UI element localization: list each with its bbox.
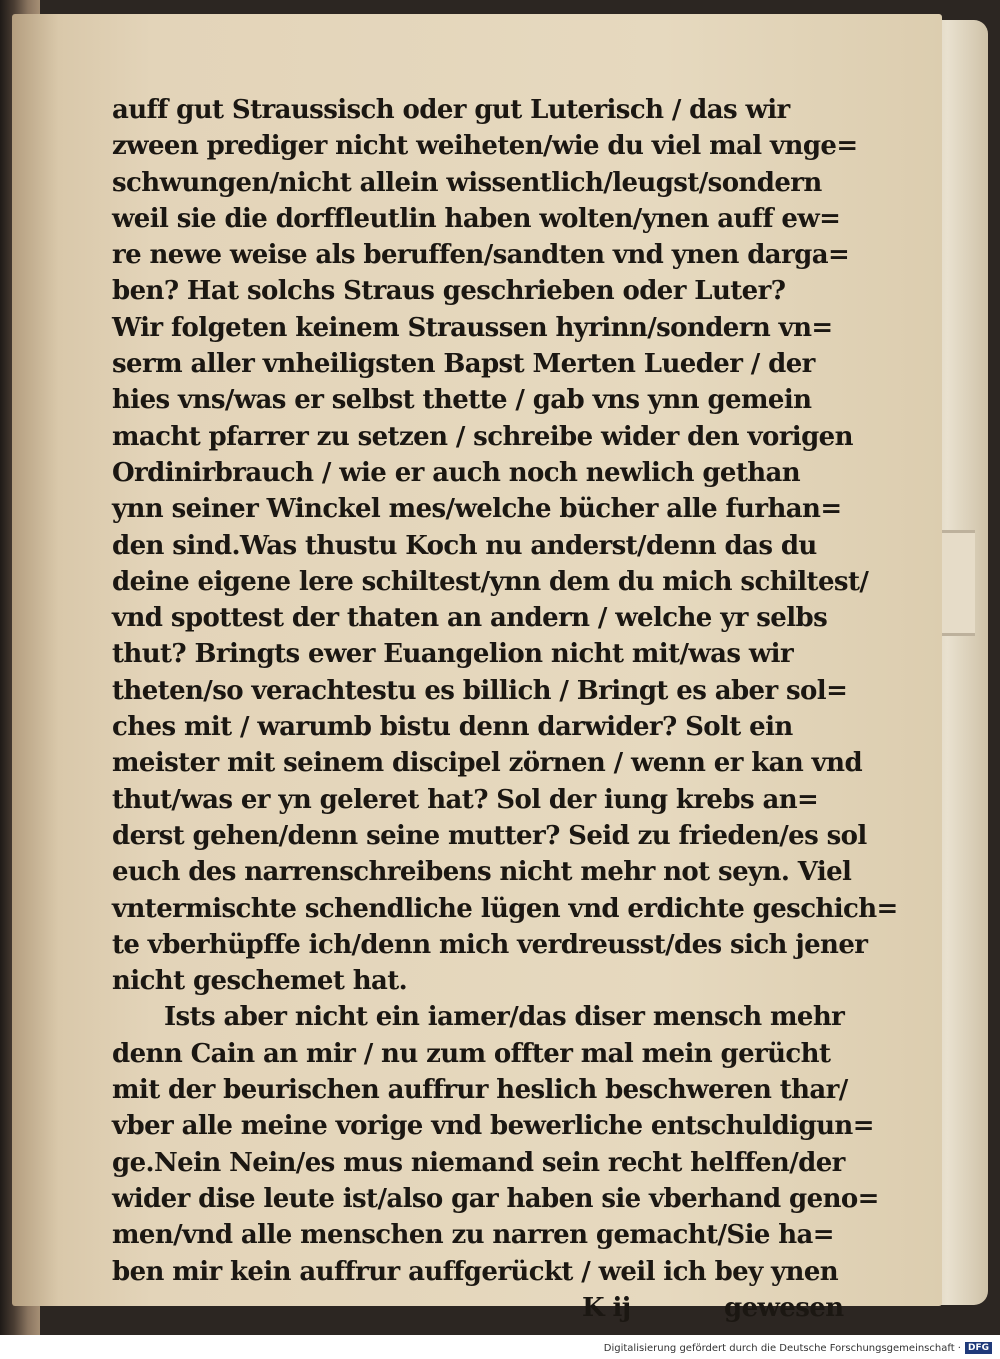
text-line: auff gut Straussisch oder gut Luterisch / das wir — [112, 95, 790, 125]
credit-text: Digitalisierung gefördert durch die Deutsche Forschungsgemeinschaft · — [603, 1342, 961, 1354]
page-footer-row — [112, 1290, 844, 1330]
paragraph-2 — [112, 999, 879, 1289]
text-line: thut? Bringts ewer Euangelion nicht mit/was wir — [112, 639, 794, 670]
signature-mark: K ij — [582, 1292, 631, 1323]
text-line: denn Cain an mir / nu zum offter mal mein gerücht — [112, 1038, 831, 1069]
text-line: nicht geschemet hat. — [112, 966, 408, 997]
text-line: euch des narrenschreibens nicht mehr not seyn. Viel — [112, 857, 852, 888]
text-line: te vberhüpffe ich/denn mich verdreusst/des sich jener — [112, 929, 868, 960]
text-line: Ists aber nicht ein iamer/das diser mensch mehr — [164, 1002, 845, 1033]
text-line: thut/was er yn geleret hat? Sol der iung krebs an= — [112, 784, 819, 815]
text-line: macht pfarrer zu setzen / schreibe wider den vorigen — [112, 421, 853, 452]
text-line: meister mit seinem discipel zörnen / wenn er kan vnd — [112, 748, 863, 779]
text-line: serm aller vnheiligsten Bapst Merten Lueder / der — [112, 349, 815, 380]
text-line: Wir folgeten keinem Straussen hyrinn/sondern vn= — [112, 312, 833, 343]
text-line: theten/so verachtestu es billich / Bringt es aber sol= — [112, 675, 848, 706]
text-line: schwungen/nicht allein wissentlich/leugst/sondern — [112, 167, 822, 198]
text-line: weil sie die dorffleutlin haben wolten/ynen auff ew= — [112, 203, 841, 234]
digitization-credit — [604, 1342, 992, 1354]
text-line: ben? Hat solchs Straus geschrieben oder Luter? — [112, 276, 786, 307]
text-line: wider dise leute ist/also gar haben sie vberhand geno= — [112, 1183, 879, 1214]
dfg-logo: DFG — [965, 1342, 992, 1354]
text-line: re newe weise als beruffen/sandten vnd ynen darga= — [112, 240, 850, 271]
text-line: den sind.Was thustu Koch nu anderst/denn das du — [112, 530, 817, 561]
text-line: vber alle meine vorige vnd bewerliche entschuldigun= — [112, 1111, 874, 1142]
catchword: gewesen — [724, 1292, 844, 1323]
text-line: ben mir kein auffrur auffgerückt / weil ich bey ynen — [112, 1256, 839, 1287]
text-line: zween prediger nicht weiheten/wie du viel mal vnge= — [112, 131, 858, 162]
text-line: mit der beurischen auffrur heslich beschweren thar/ — [112, 1075, 848, 1106]
text-line: vntermischte schendliche lügen vnd erdichte geschich= — [112, 893, 898, 924]
text-line: derst gehen/denn seine mutter? Seid zu frieden/es sol — [112, 820, 867, 851]
text-line: hies vns/was er selbst thette / gab vns ynn gemein — [112, 385, 812, 416]
paragraph-1 — [112, 92, 898, 999]
page-text — [112, 92, 898, 1330]
text-line: men/vnd alle menschen zu narren gemacht/Sie ha= — [112, 1220, 834, 1251]
text-line: ynn seiner Winckel mes/welche bücher alle furhan= — [112, 494, 842, 525]
text-line: Ordinirbrauch / wie er auch noch newlich gethan — [112, 457, 801, 488]
text-line: ge.Nein Nein/es mus niemand sein recht helffen/der — [112, 1147, 845, 1178]
text-line: deine eigene lere schiltest/ynn dem du mich schiltest/ — [112, 566, 869, 597]
text-line: vnd spottest der thaten an andern / welche yr selbs — [112, 603, 828, 634]
text-line: ches mit / warumb bistu denn darwider? Solt ein — [112, 712, 793, 743]
